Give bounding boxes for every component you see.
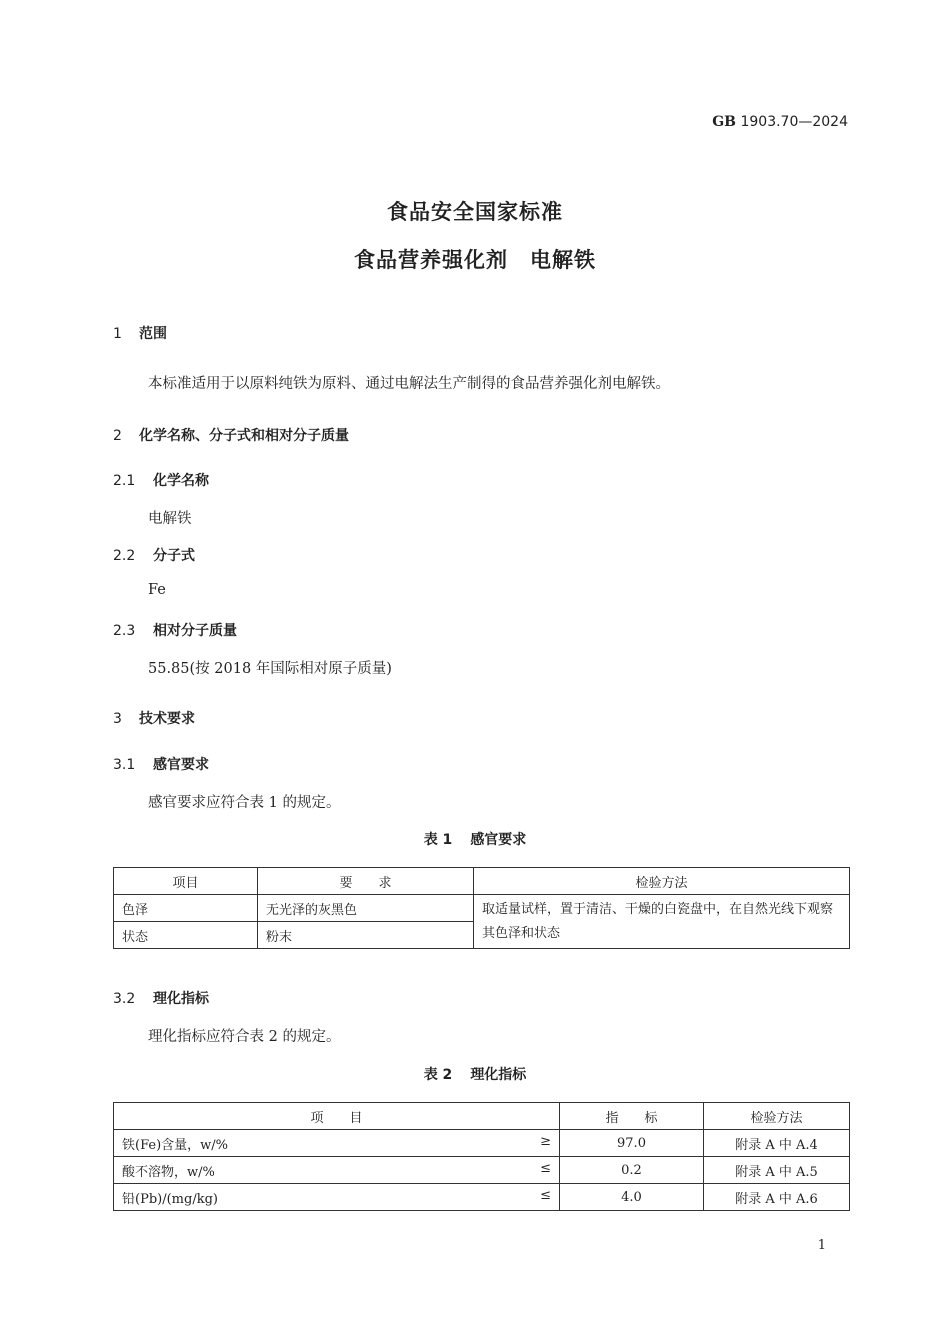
item-cell: 铁(Fe)含量，w/% ≥ xyxy=(114,1130,560,1157)
value-cell: 0.2 xyxy=(560,1157,704,1184)
table-1-caption: 表 1 感官要求 xyxy=(423,832,527,848)
table-header-cell: 指 标 xyxy=(560,1103,704,1130)
table-2-caption: 表 2 理化指标 xyxy=(423,1067,527,1083)
section-2-1-heading: 2.1 化学名称 xyxy=(113,473,209,489)
physicochemical-indicators-table xyxy=(113,1102,850,1211)
value-cell: 4.0 xyxy=(560,1184,704,1211)
table-row xyxy=(114,1130,850,1157)
table-header-row xyxy=(114,1103,850,1130)
section-1-text: 本标准适用于以原料纯铁为原料、通过电解法生产制得的食品营养强化剂电解铁。 xyxy=(148,376,670,392)
table-header-row xyxy=(114,868,850,895)
item-cell: 状态 xyxy=(114,922,258,949)
table-header-cell: 项目 xyxy=(114,868,258,895)
item-cell: 铅(Pb)/(mg/kg) ≤ xyxy=(114,1184,560,1211)
section-1-heading: 1 范围 xyxy=(113,326,167,342)
standard-code-prefix: GB xyxy=(712,114,737,130)
comparison-symbol: ≤ xyxy=(540,1160,551,1176)
item-cell: 色泽 xyxy=(114,895,258,922)
method-cell: 取适量试样，置于清洁、干燥的白瓷盘中，在自然光线下观察其色泽和状态 xyxy=(474,895,850,949)
sensory-requirements-table xyxy=(113,867,850,949)
comparison-symbol: ≥ xyxy=(540,1133,551,1149)
document-title: 食品安全国家标准 xyxy=(387,200,563,224)
section-2-3-heading: 2.3 相对分子质量 xyxy=(113,623,237,639)
requirement-cell: 无光泽的灰黑色 xyxy=(258,895,474,922)
value-cell: 97.0 xyxy=(560,1130,704,1157)
method-cell: 附录 A 中 A.4 xyxy=(704,1130,850,1157)
section-3-2-heading: 3.2 理化指标 xyxy=(113,991,209,1007)
section-2-3-text: 55.85(按 2018 年国际相对原子质量) xyxy=(148,661,392,677)
method-cell: 附录 A 中 A.6 xyxy=(704,1184,850,1211)
requirement-cell: 粉末 xyxy=(258,922,474,949)
section-3-2-text: 理化指标应符合表 2 的规定。 xyxy=(148,1029,341,1045)
table-header-cell: 项 目 xyxy=(114,1103,560,1130)
standard-code-number: 1903.70—2024 xyxy=(740,114,848,130)
table-row xyxy=(114,1184,850,1211)
section-3-heading: 3 技术要求 xyxy=(113,711,195,727)
table-header-cell: 检验方法 xyxy=(704,1103,850,1130)
table-header-cell: 检验方法 xyxy=(474,868,850,895)
section-2-2-heading: 2.2 分子式 xyxy=(113,548,195,564)
section-3-1-text: 感官要求应符合表 1 的规定。 xyxy=(148,795,341,811)
section-2-heading: 2 化学名称、分子式和相对分子质量 xyxy=(113,428,349,444)
section-3-1-heading: 3.1 感官要求 xyxy=(113,757,209,773)
table-header-cell: 要 求 xyxy=(258,868,474,895)
method-cell: 附录 A 中 A.5 xyxy=(704,1157,850,1184)
standard-code xyxy=(712,114,848,130)
document-subtitle: 食品营养强化剂 电解铁 xyxy=(354,248,596,272)
comparison-symbol: ≤ xyxy=(540,1187,551,1203)
section-2-1-text: 电解铁 xyxy=(148,511,192,527)
table-row xyxy=(114,1157,850,1184)
item-cell: 酸不溶物，w/% ≤ xyxy=(114,1157,560,1184)
page-number: 1 xyxy=(817,1238,826,1253)
section-2-2-text: Fe xyxy=(148,582,166,598)
table-row xyxy=(114,895,850,922)
